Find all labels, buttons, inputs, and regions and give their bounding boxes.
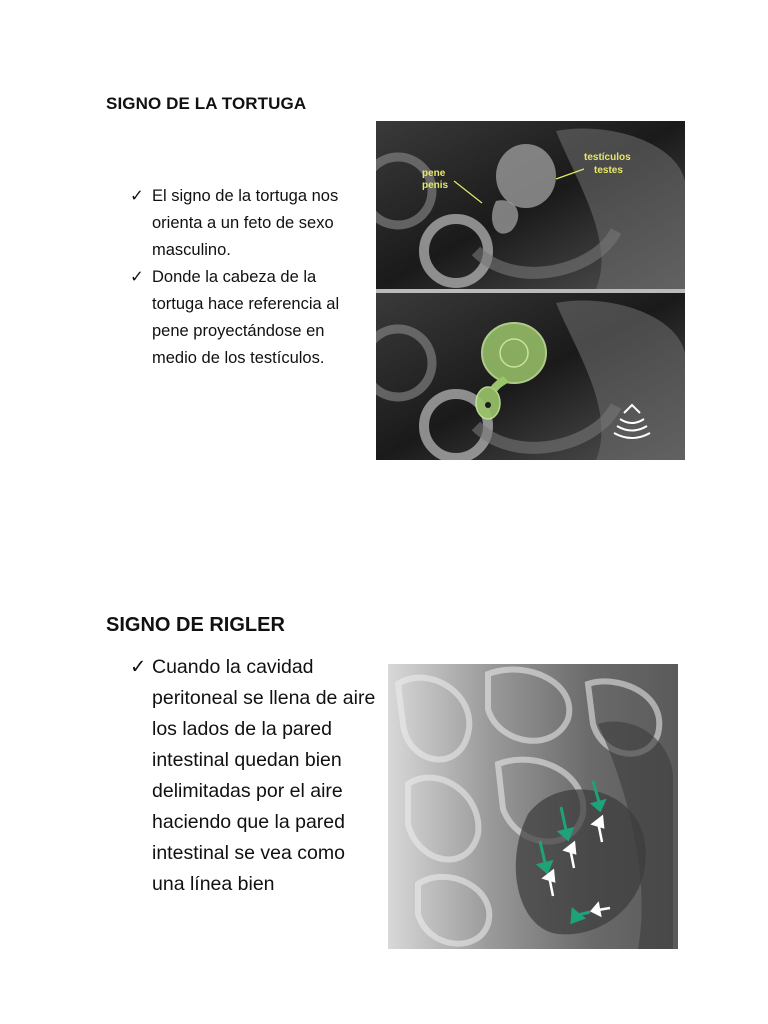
section-title-rigler: SIGNO DE RIGLER [106,614,285,636]
xray-image [388,664,678,949]
label-pene: pene [422,168,446,179]
checkmark-icon: ✓ [130,268,144,286]
checkmark-icon: ✓ [130,656,147,678]
list-item [130,183,365,264]
list-item [130,652,380,900]
label-testiculos: testículos [584,152,631,163]
bullet-text: Cuando la cavidad peritoneal se llena de aire los lados de la pared intestinal quedan bien delimitadas por el aire haciendo que la pared intestinal se vea como una línea bien [152,656,376,895]
list-item [130,264,365,372]
ultrasound-image [376,121,685,460]
bullet-text: Donde la cabeza de la tortuga hace referencia al pene proyectándose en medio de los testículos. [152,268,340,367]
bullet-text: El signo de la tortuga nos orienta a un feto de sexo masculino. [152,187,339,259]
rigler-bullet-list [130,652,380,900]
label-testes: testes [594,165,623,176]
section-title-tortuga: SIGNO DE LA TORTUGA [106,94,307,113]
tortuga-bullet-list [130,183,365,372]
label-penis: penis [422,180,449,191]
panel-divider [376,289,685,293]
checkmark-icon: ✓ [130,187,144,205]
